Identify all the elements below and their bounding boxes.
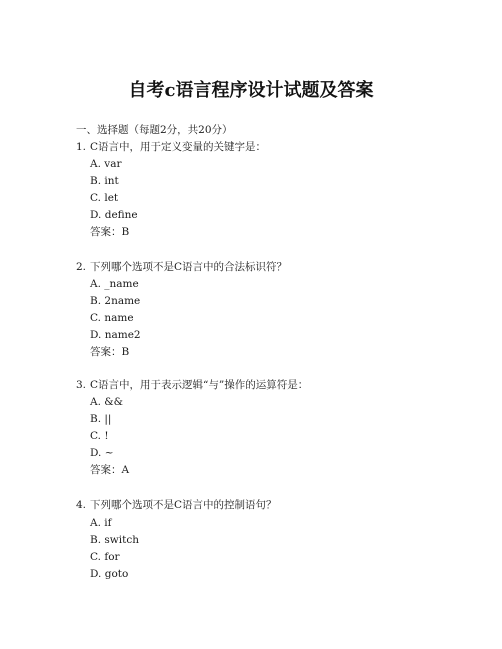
question-2 <box>76 260 287 274</box>
question-text: 下列哪个选项不是C语言中的合法标识符？ <box>90 261 288 273</box>
question-text: C语言中，用于表示逻辑“与”操作的运算符是： <box>90 379 309 391</box>
option-c: C. ! <box>90 430 109 442</box>
document-title: 自考c语言程序设计试题及答案 <box>128 80 374 101</box>
question-number: 4. <box>76 499 87 511</box>
question-4 <box>76 498 277 512</box>
question-3 <box>76 378 308 392</box>
question-text: 下列哪个选项不是C语言中的控制语句？ <box>90 499 277 511</box>
answer: 答案：A <box>90 464 130 476</box>
question-1 <box>76 140 266 154</box>
answer: 答案：B <box>90 346 130 358</box>
option-a: A. var <box>90 158 122 170</box>
option-b: B. 2name <box>90 295 141 307</box>
option-d: D. name2 <box>90 329 141 341</box>
option-b: B. int <box>90 175 119 187</box>
option-b: B. switch <box>90 534 139 546</box>
option-c: C. let <box>90 192 119 204</box>
question-number: 2. <box>76 261 87 273</box>
option-d: D. goto <box>90 568 129 580</box>
option-c: C. name <box>90 312 134 324</box>
question-text: C语言中，用于定义变量的关键字是： <box>90 141 267 153</box>
question-number: 1. <box>76 141 87 153</box>
option-d: D. ~ <box>90 447 114 459</box>
question-number: 3. <box>76 379 87 391</box>
option-a: A. && <box>90 396 123 408</box>
section-heading: 一、选择题（每题2分，共20分） <box>76 124 233 136</box>
option-d: D. define <box>90 209 138 221</box>
option-a: A. if <box>90 517 112 529</box>
option-a: A. _name <box>90 278 139 290</box>
option-b: B. || <box>90 413 112 425</box>
answer: 答案：B <box>90 226 130 238</box>
option-c: C. for <box>90 551 120 563</box>
